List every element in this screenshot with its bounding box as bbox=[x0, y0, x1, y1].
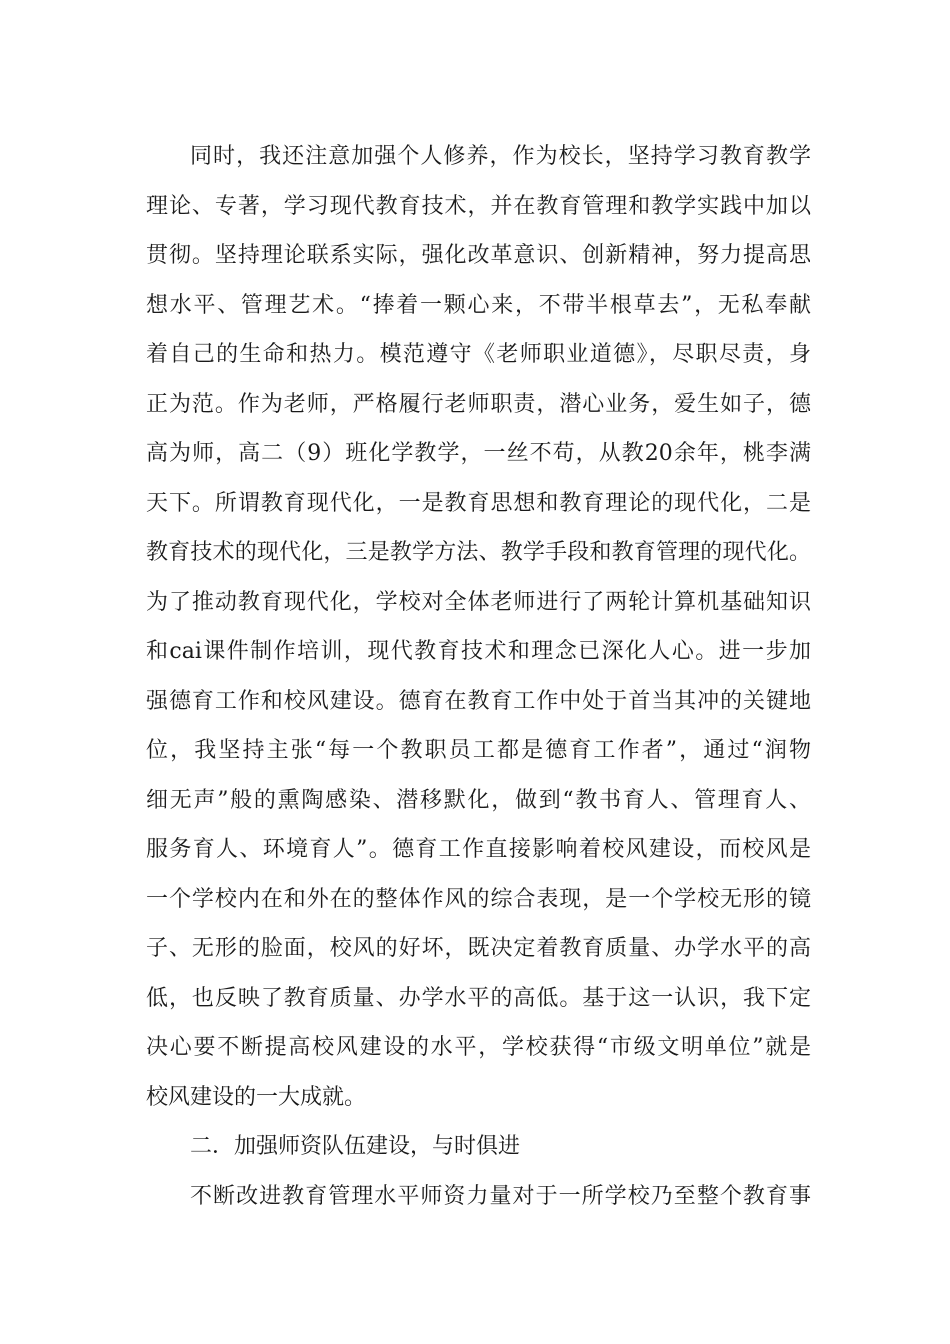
paragraph-line: 不断改进教育管理水平师资力量对于一所学校乃至整个教育事 bbox=[190, 1183, 811, 1209]
paragraph-line: 正为范。作为老师，严格履行老师职责，潜心业务，爱生如子，德 bbox=[146, 391, 811, 417]
paragraph-line: 服务育人、环境育人”。德育工作直接影响着校风建设，而校风是 bbox=[146, 837, 811, 862]
paragraph-line: 为了推动教育现代化，学校对全体老师进行了两轮计算机基础知识 bbox=[146, 589, 811, 615]
paragraph-line: 强德育工作和校风建设。德育在教育工作中处于首当其冲的关键地 bbox=[146, 688, 811, 714]
paragraph-line: 天下。所谓教育现代化，一是教育思想和教育理论的现代化，二是 bbox=[146, 490, 811, 516]
paragraph-line: 着自己的生命和热力。模范遵守《老师职业道德》，尽职尽责，身 bbox=[146, 342, 811, 367]
paragraph-line: 教育技术的现代化，三是教学方法、教学手段和教育管理的现代化。 bbox=[146, 540, 811, 565]
paragraph-line: 位，我坚持主张“每一个教职员工都是德育工作者”，通过“润物 bbox=[146, 738, 811, 763]
paragraph-line: 细无声”般的熏陶感染、潜移默化，做到“教书育人、管理育人、 bbox=[146, 787, 811, 813]
paragraph-line: 同时，我还注意加强个人修养，作为校长，坚持学习教育教学 bbox=[190, 144, 811, 169]
paragraph-line: 理论、专著，学习现代教育技术，并在教育管理和教学实践中加以 bbox=[146, 193, 811, 219]
paragraph-line: 子、无形的脸面，校风的好坏，既决定着教育质量、办学水平的高 bbox=[146, 936, 811, 961]
body-text bbox=[146, 132, 811, 1221]
paragraph-line: 低，也反映了教育质量、办学水平的高低。基于这一认识，我下定 bbox=[146, 985, 811, 1011]
paragraph-line: 和cai课件制作培训，现代教育技术和理念已深化人心。进一步加 bbox=[146, 639, 811, 664]
paragraph-line: 高为师，高二（9）班化学教学，一丝不苟，从教20余年，桃李满 bbox=[146, 441, 811, 466]
paragraph-line: 一个学校内在和外在的整体作风的综合表现，是一个学校无形的镜 bbox=[146, 886, 811, 912]
paragraph-line: 想水平、管理艺术。“捧着一颗心来，不带半根草去”，无私奉献 bbox=[146, 292, 811, 318]
paragraph-line: 校风建设的一大成就。 bbox=[146, 1084, 367, 1110]
paragraph-line: 决心要不断提高校风建设的水平，学校获得“市级文明单位”就是 bbox=[146, 1035, 811, 1060]
paragraph-line: 贯彻。坚持理论联系实际，强化改革意识、创新精神，努力提高思 bbox=[146, 243, 811, 268]
section-heading: 二．加强师资队伍建设，与时俱进 bbox=[190, 1134, 521, 1159]
